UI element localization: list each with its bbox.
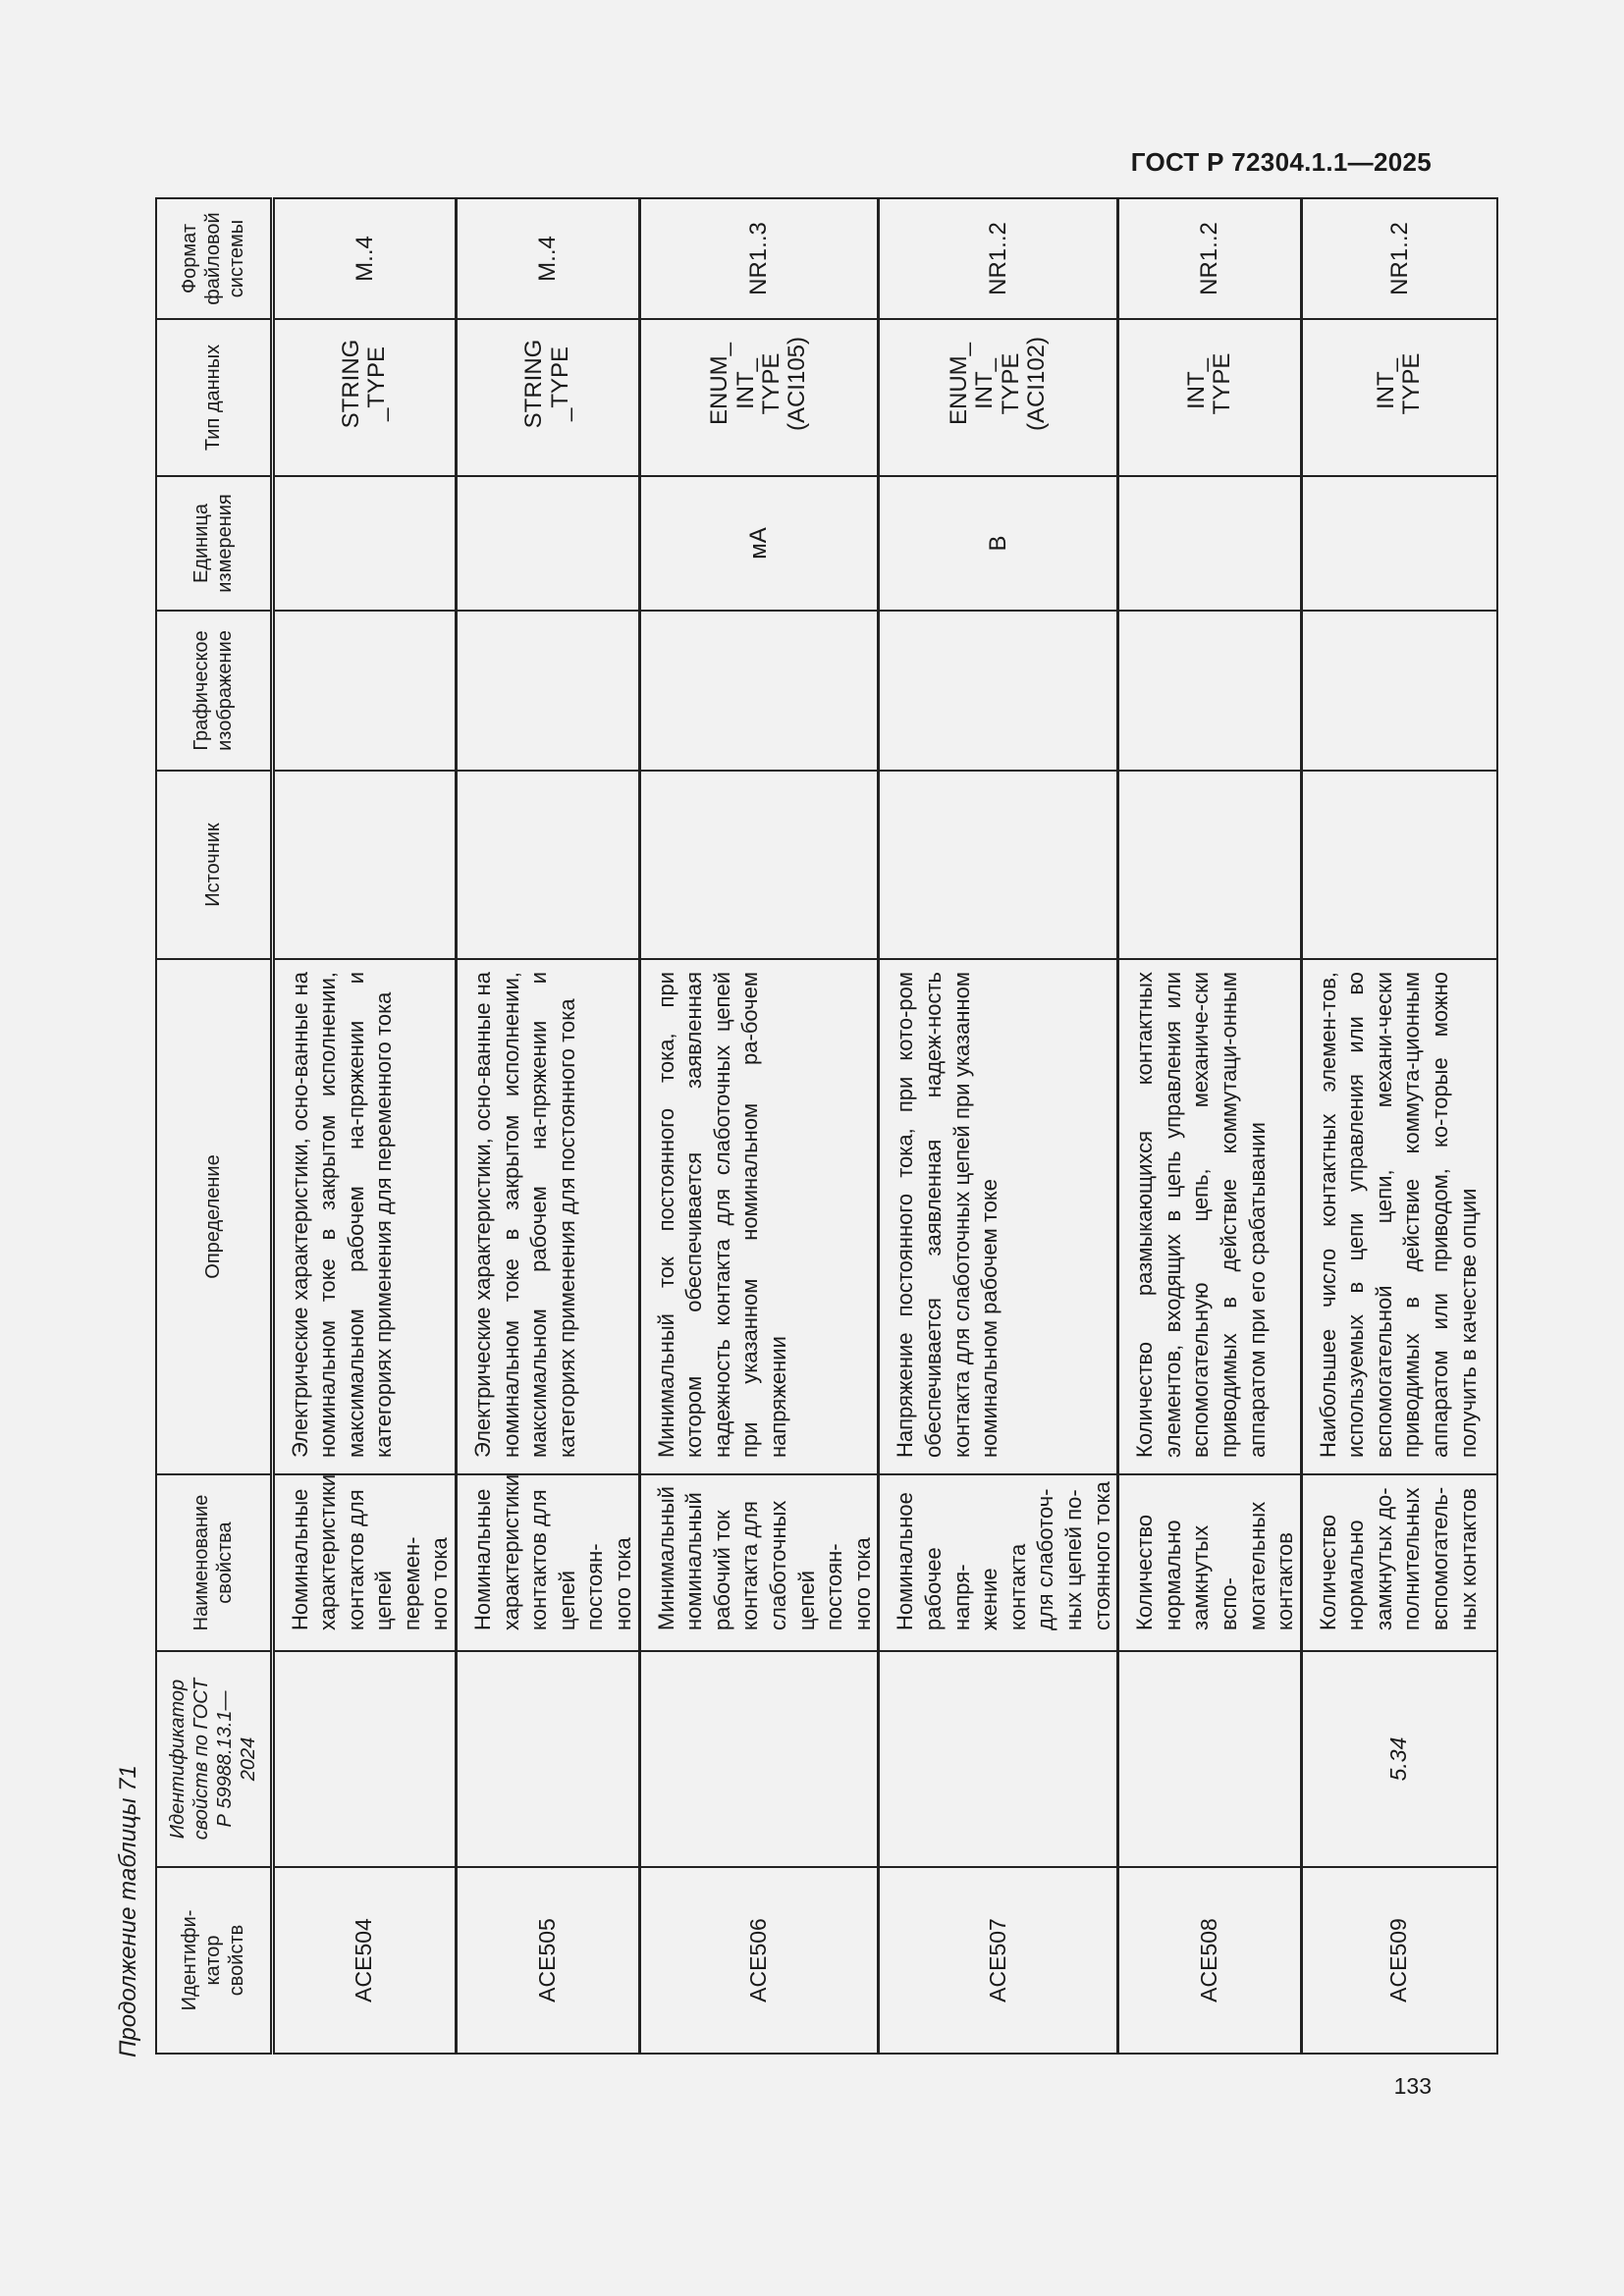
cell-file-format: M..4 [272, 198, 457, 319]
cell-source [1301, 771, 1497, 959]
col-header-property-id: Идентифи- катор свойств [156, 1867, 272, 2054]
cell-file-format: NR1..2 [879, 198, 1118, 319]
cell-property-name: Номинальное рабочее напря- жение контакта для слаботоч- ных цепей по- стоянного тока [879, 1474, 1118, 1651]
cell-unit [457, 476, 640, 611]
properties-table [155, 197, 1498, 2055]
cell-unit [1118, 476, 1302, 611]
cell-data-type: ENUM_ INT_ TYPE (ACI105) [639, 319, 879, 476]
col-header-unit: Единица измерения [156, 476, 272, 611]
cell-property-name: Минимальный номинальный рабочий ток контакта для слаботочных цепей постоян- ного тока [639, 1474, 879, 1651]
cell-property-id: ACE504 [272, 1867, 457, 2054]
col-header-gost-ref-id: Идентификатор свойств по ГОСТ Р 59988.13.1— 2024 [156, 1651, 272, 1867]
table-row [272, 198, 457, 2054]
cell-unit [1301, 476, 1497, 611]
table-caption: Продолжение таблицы 71 [115, 1765, 141, 2057]
cell-unit: мА [639, 476, 879, 611]
cell-property-id: ACE506 [639, 1867, 879, 2054]
col-header-source: Источник [156, 771, 272, 959]
cell-data-type: INT_ TYPE [1301, 319, 1497, 476]
cell-gost-ref [1118, 1651, 1302, 1867]
cell-graphic [1118, 611, 1302, 771]
cell-data-type: STRING _TYPE [457, 319, 640, 476]
table-row [1301, 198, 1497, 2054]
cell-definition: Электрические характеристики, осно-ванные на номинальном токе в закрытом исполнении, максимальном рабочем на-пряжении и категориях применения для постоянного тока [457, 959, 640, 1474]
col-header-definition: Определение [156, 959, 272, 1474]
cell-graphic [1301, 611, 1497, 771]
table-row [457, 198, 640, 2054]
cell-file-format: NR1..3 [639, 198, 879, 319]
cell-graphic [879, 611, 1118, 771]
cell-source [1118, 771, 1302, 959]
cell-gost-ref: 5.34 [1301, 1651, 1497, 1867]
cell-property-id: ACE509 [1301, 1867, 1497, 2054]
cell-gost-ref [457, 1651, 640, 1867]
cell-file-format: NR1..2 [1118, 198, 1302, 319]
cell-gost-ref [639, 1651, 879, 1867]
cell-data-type: ENUM_ INT_ TYPE (ACI102) [879, 319, 1118, 476]
table-header-row [156, 198, 272, 2054]
cell-unit: В [879, 476, 1118, 611]
cell-property-name: Количество нормально замкнутых до- полнительных вспомогатель- ных контактов [1301, 1474, 1497, 1651]
cell-property-name: Количество нормально замкнутых вспо- могательных контактов [1118, 1474, 1302, 1651]
standard-designation: ГОСТ Р 72304.1.1—2025 [1130, 147, 1432, 177]
cell-definition: Минимальный ток постоянного тока, при котором обеспечивается заявленная надежность контакта для слаботочных цепей при указанном номинальном ра-бочем напряжении [639, 959, 879, 1474]
cell-source [272, 771, 457, 959]
cell-data-type: INT_ TYPE [1118, 319, 1302, 476]
cell-source [879, 771, 1118, 959]
col-header-data-type: Тип данных [156, 319, 272, 476]
cell-gost-ref [879, 1651, 1118, 1867]
cell-property-name: Номинальные характеристики контактов для цепей перемен- ного тока [272, 1474, 457, 1651]
cell-property-id: ACE507 [879, 1867, 1118, 2054]
col-header-file-format: Формат файловой системы [156, 198, 272, 319]
cell-property-id: ACE508 [1118, 1867, 1302, 2054]
col-header-property-name: Наименование свойства [156, 1474, 272, 1651]
cell-graphic [272, 611, 457, 771]
cell-property-id: ACE505 [457, 1867, 640, 2054]
cell-definition: Наибольшее число контактных элемен-тов, используемых в цепи управления или во вспомогательной цепи, механи-чески приводимых в действие коммута-ционным аппаратом или приводом, ко-торые можно получить в качестве опции [1301, 959, 1497, 1474]
cell-property-name: Номинальные характеристики контактов для цепей постоян- ного тока [457, 1474, 640, 1651]
cell-data-type: STRING _TYPE [272, 319, 457, 476]
cell-file-format: M..4 [457, 198, 640, 319]
cell-source [639, 771, 879, 959]
cell-graphic [457, 611, 640, 771]
page-number: 133 [1393, 2073, 1432, 2099]
cell-file-format: NR1..2 [1301, 198, 1497, 319]
table-row [639, 198, 879, 2054]
rotated-table-container [155, 212, 1481, 2055]
table-row [879, 198, 1118, 2054]
cell-gost-ref [272, 1651, 457, 1867]
table-row [1118, 198, 1302, 2054]
cell-definition: Напряжение постоянного тока, при кото-ром обеспечивается заявленная надеж-ность контакта для слаботочных цепей при указанном номинальном рабочем токе [879, 959, 1118, 1474]
cell-source [457, 771, 640, 959]
cell-graphic [639, 611, 879, 771]
col-header-graphic: Графическое изображение [156, 611, 272, 771]
cell-unit [272, 476, 457, 611]
cell-definition: Количество размыкающихся контактных элементов, входящих в цепь управления или вспомогательную цепь, механиче-ски приводимых в действие коммутаци-онным аппаратом при его срабатывании [1118, 959, 1302, 1474]
cell-definition: Электрические характеристики, осно-ванные на номинальном токе в закрытом исполнении, максимальном рабочем на-пряжении и категориях применения для переменного тока [272, 959, 457, 1474]
